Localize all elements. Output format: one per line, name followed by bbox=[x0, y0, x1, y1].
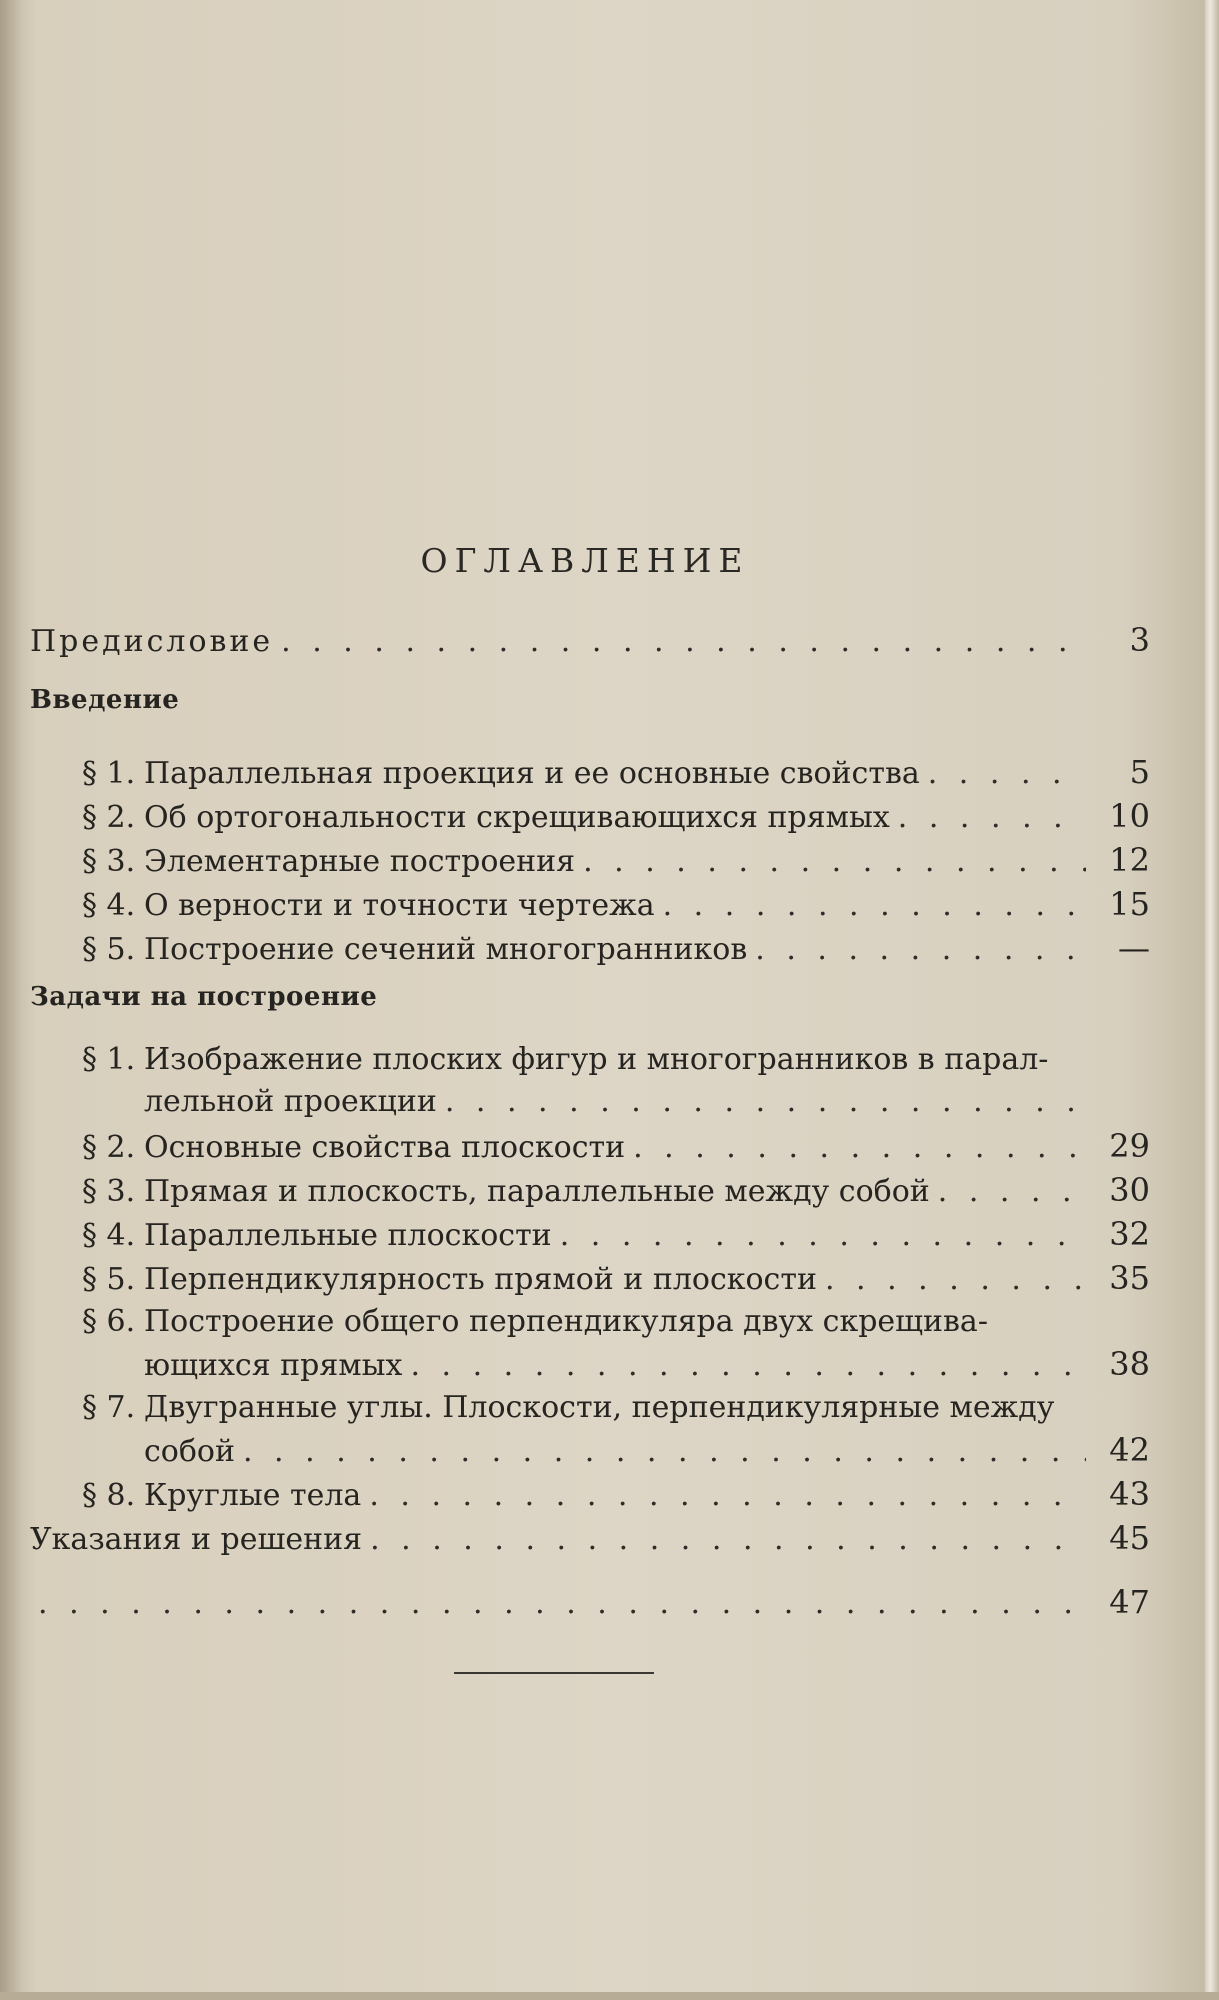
toc-entry-label: Построение сечений многогранников bbox=[144, 932, 748, 967]
toc-entry-label: Перпендикулярность прямой и плоскости bbox=[144, 1262, 817, 1297]
dot-leader bbox=[369, 1476, 1086, 1516]
dot-leader bbox=[445, 1082, 1086, 1122]
toc-page-number: 29 bbox=[1109, 1127, 1150, 1165]
section-heading-tasks: Задачи на построение bbox=[30, 982, 378, 1012]
dot-leader bbox=[410, 1346, 1086, 1386]
toc-entry-label-line1: Изображение плоских фигур и многогранников в парал- bbox=[144, 1042, 1049, 1077]
dot-leader bbox=[938, 1172, 1086, 1212]
section-number: § 4. bbox=[82, 1218, 136, 1253]
section-number: § 4. bbox=[82, 888, 136, 923]
section-number: § 1. bbox=[82, 756, 136, 791]
section-number: § 3. bbox=[82, 844, 136, 879]
section-number: § 5. bbox=[82, 932, 136, 967]
toc-entry-tasks-1[interactable] bbox=[82, 1040, 1048, 1080]
toc-entry-label: Параллельные плоскости bbox=[144, 1218, 552, 1253]
toc-page-number: — bbox=[1118, 929, 1150, 967]
toc-page-number: 32 bbox=[1109, 1215, 1150, 1253]
toc-entry-label-line2: лельной проекции bbox=[144, 1084, 437, 1119]
page-edge bbox=[1205, 0, 1219, 2000]
toc-entry-tasks-7-cont[interactable] bbox=[144, 1430, 1150, 1472]
toc-page-number: 35 bbox=[1109, 1259, 1150, 1297]
section-number: § 8. bbox=[82, 1478, 136, 1513]
toc-entry-label: О верности и точности чертежа bbox=[144, 888, 655, 923]
toc-page-number: 10 bbox=[1109, 797, 1150, 835]
toc-entry-label-line1: Двугранные углы. Плоскости, перпендикулярные между bbox=[144, 1390, 1055, 1425]
toc-page-number: 5 bbox=[1129, 753, 1150, 791]
dot-leader bbox=[560, 1216, 1086, 1256]
toc-entry-preface[interactable] bbox=[30, 620, 1150, 662]
toc-page-number: 43 bbox=[1109, 1475, 1150, 1513]
toc-entry-tasks-3[interactable] bbox=[82, 1170, 1150, 1212]
book-binding bbox=[0, 0, 22, 2000]
toc-entry-label: Элементарные построения bbox=[144, 844, 576, 879]
dot-leader bbox=[243, 1432, 1086, 1472]
section-number: § 7. bbox=[82, 1390, 136, 1425]
toc-page-number: 47 bbox=[1109, 1583, 1150, 1621]
dot-leader bbox=[755, 930, 1086, 970]
toc-entry-tasks-1-cont[interactable] bbox=[144, 1082, 1150, 1122]
toc-entry-intro-4[interactable] bbox=[82, 884, 1150, 926]
section-number: § 1. bbox=[82, 1042, 136, 1077]
toc-entry-tasks-4[interactable] bbox=[82, 1214, 1150, 1256]
toc-entry-tasks-5[interactable] bbox=[82, 1258, 1150, 1300]
toc-entry-label-line1: Построение общего перпендикуляра двух скрещива- bbox=[144, 1304, 988, 1339]
toc-entry-label: Основные свойства плоскости bbox=[144, 1130, 626, 1165]
toc-entry-tasks-6-cont[interactable] bbox=[144, 1344, 1150, 1386]
dot-leader bbox=[898, 798, 1086, 838]
dot-leader bbox=[633, 1128, 1086, 1168]
section-number: § 3. bbox=[82, 1174, 136, 1209]
section-number: § 2. bbox=[82, 800, 136, 835]
toc-entry-label: Предисловие bbox=[30, 624, 274, 659]
toc-page-number: 45 bbox=[1109, 1519, 1150, 1557]
section-number: § 6. bbox=[82, 1304, 136, 1339]
toc-entry-intro-1[interactable] bbox=[82, 752, 1150, 794]
dot-leader bbox=[370, 1520, 1086, 1560]
toc-entry-label: Об ортогональности скрещивающихся прямых bbox=[144, 800, 890, 835]
toc-entry-tasks-6[interactable] bbox=[82, 1302, 988, 1342]
toc-entry-label: Круглые тела bbox=[144, 1478, 362, 1513]
toc-page-number: 12 bbox=[1109, 841, 1150, 879]
dot-leader bbox=[825, 1260, 1086, 1300]
toc-entry-label-line2: ющихся прямых bbox=[144, 1348, 403, 1383]
toc-entry-answers[interactable] bbox=[30, 1518, 1150, 1560]
toc-entry-label: Параллельная проекция и ее основные свойства bbox=[144, 756, 920, 791]
dot-leader bbox=[663, 886, 1086, 926]
dot-leader bbox=[928, 754, 1086, 794]
toc-page-number: 15 bbox=[1109, 885, 1150, 923]
table-of-contents bbox=[30, 0, 1150, 2000]
toc-entry-intro-3[interactable] bbox=[82, 840, 1150, 882]
toc-page-number: 30 bbox=[1109, 1171, 1150, 1209]
dot-leader bbox=[38, 1584, 1086, 1624]
toc-entry-intro-2[interactable] bbox=[82, 796, 1150, 838]
toc-entry-intro-5[interactable] bbox=[82, 928, 1150, 970]
dot-leader bbox=[281, 622, 1086, 662]
toc-entry-tasks-8[interactable] bbox=[82, 1474, 1150, 1516]
dot-leader bbox=[583, 842, 1086, 882]
section-heading-intro: Введение bbox=[30, 685, 180, 715]
page-title: ОГЛАВЛЕНИЕ bbox=[420, 541, 750, 580]
toc-page-number: 38 bbox=[1109, 1345, 1150, 1383]
toc-entry-label: Прямая и плоскость, параллельные между собой bbox=[144, 1174, 930, 1209]
toc-page-number: 3 bbox=[1129, 621, 1150, 659]
toc-entry-tasks-7[interactable] bbox=[82, 1388, 1054, 1428]
toc-page-number: 42 bbox=[1109, 1431, 1150, 1469]
section-number: § 5. bbox=[82, 1262, 136, 1297]
toc-entry-tasks-2[interactable] bbox=[82, 1126, 1150, 1168]
section-number: § 2. bbox=[82, 1130, 136, 1165]
toc-entry-label-line2: собой bbox=[144, 1434, 235, 1469]
end-divider bbox=[454, 1672, 654, 1674]
toc-entry-label: Указания и решения bbox=[30, 1522, 363, 1557]
toc-entry-final[interactable] bbox=[30, 1582, 1150, 1624]
